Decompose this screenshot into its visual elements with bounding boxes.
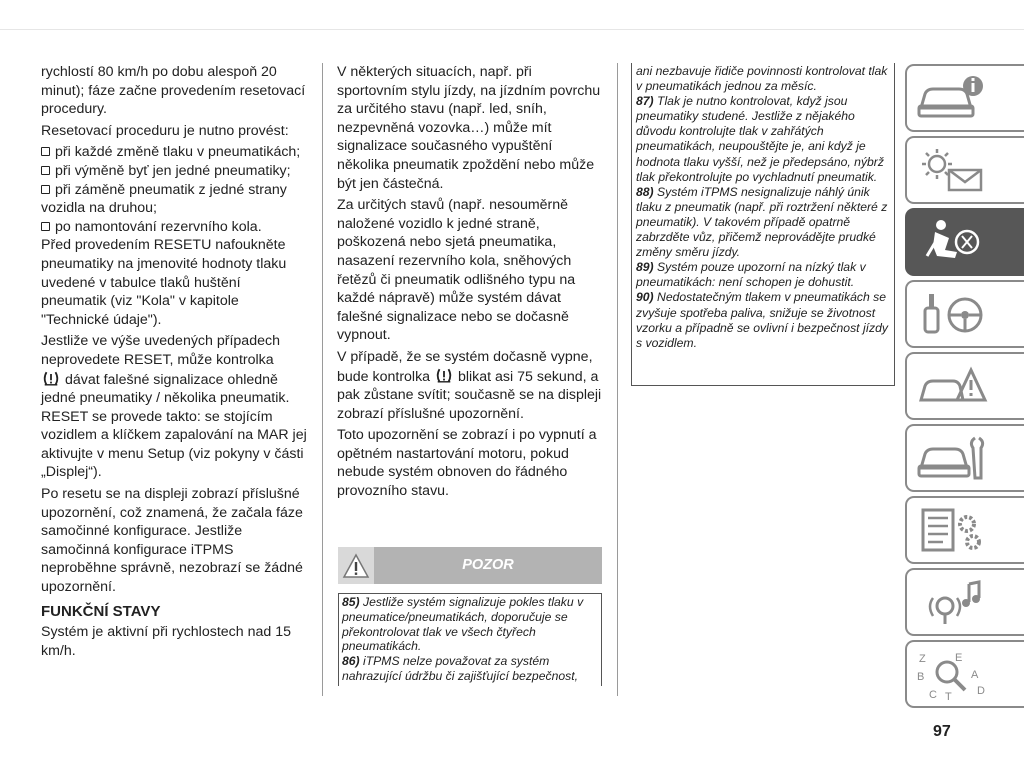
index-letter: T	[945, 691, 952, 702]
warning-bar	[338, 547, 602, 584]
index-letter: D	[977, 685, 985, 697]
key-steering-wheel-icon	[915, 288, 989, 342]
paragraph: V případě, že se systém dočasně vypne, bude kontrolka blikat asi 75 sekund, a pak zůstane svítit; současně se na displeji zobrazí příslušné upozornění.	[337, 348, 602, 422]
checkbox-bullet-icon	[41, 185, 50, 194]
tab-emergency[interactable]	[905, 352, 1024, 420]
warning-notes	[338, 593, 602, 686]
index-letter: Z	[919, 653, 926, 665]
note-90: 90) Nedostatečným tlakem v pneumatikách se zvyšuje spotřeba paliva, snižuje se životnost vzorku a případně se ovlivní i bezpečnost jízdy s vozidlem.	[636, 290, 889, 350]
tpms-warning-icon	[435, 367, 453, 384]
section-heading: FUNKČNÍ STAVY	[41, 602, 161, 620]
car-info-icon	[915, 72, 989, 126]
specifications-gears-icon	[915, 504, 989, 558]
tab-technical-data[interactable]	[905, 496, 1024, 564]
multimedia-icon	[915, 576, 989, 630]
tab-index[interactable]	[905, 640, 1024, 708]
column-2	[337, 63, 602, 504]
column-1	[41, 63, 309, 663]
bullet-item: po namontování rezervního kola.	[41, 218, 309, 237]
checkbox-bullet-icon	[41, 166, 50, 175]
paragraph: V některých situacích, např. při sportovním stylu jízdy, na jízdním povrchu za určitého stavu (např. led, sníh, nezpevněná vozovka…) může mít signalizace současného vypuštění několika pneumatik zpoždění nebo může být jen částečná.	[337, 64, 601, 192]
paragraph: rychlostí 80 km/h po dobu alespoň 20 minut); fáze začne provedením resetovací procedury.	[41, 64, 306, 118]
car-warning-triangle-icon	[915, 360, 989, 414]
tab-car-info[interactable]	[905, 64, 1024, 132]
warning-label: POZOR	[462, 557, 514, 573]
bullet-item: při každé změně tlaku v pneumatikách;	[41, 143, 309, 162]
paragraph: Za určitých stavů (např. nesouměrně naložené vozidlo k jedné straně, poškozená nebo sjetá pneumatika, nasazení rezervního kola, sněhových řetězů či pneumatik odlišného typu na každé nápravě) může systém dávat falešné signalizace nebo se dočasně vypnout.	[337, 197, 576, 344]
note-86-continued: ani nezbavuje řidiče povinnosti kontrolovat tlak v pneumatikách jednou za měsíc.	[636, 64, 888, 94]
checkbox-bullet-icon	[41, 222, 50, 231]
car-wrench-icon	[915, 432, 989, 486]
paragraph: Po resetu se na displeji zobrazí příslušné upozornění, což znamená, že začala fáze samočinné konfigurace. Jestliže samočinná konfigurace iTPMS neproběhne správně, nezobrazí se žádné upozornění.	[41, 486, 303, 596]
note-86: 86) iTPMS nelze považovat za systém nahrazující údržbu či zajišťující bezpečnost,	[342, 654, 578, 683]
index-letter: E	[955, 652, 963, 664]
column-divider	[322, 63, 323, 696]
paragraph: Resetovací proceduru je nutno provést:	[41, 122, 289, 139]
bullet-item: při výměně byť jen jedné pneumatiky;	[41, 162, 309, 181]
warning-triangle-icon	[338, 547, 374, 584]
note-85: 85) Jestliže systém signalizuje pokles tlaku v pneumatice/pneumatikách, doporučuje se překontrolovat tlak ve všech čtyřech pneumatikách.	[342, 595, 584, 654]
index-letter: A	[971, 669, 979, 681]
tab-starting-driving[interactable]	[905, 280, 1024, 348]
safety-airbag-icon	[915, 216, 989, 270]
paragraph: Toto upozornění se zobrazí i po vypnutí a opětném nastartování motoru, pokud nebude systém obnoven do řádného provozního stavu.	[337, 427, 597, 500]
note-88: 88) Systém iTPMS nesignalizuje náhlý únik tlaku z pneumatik (např. při roztržení některé z pneumatik). V takovém případě opatrně zabrzděte vůz, přičemž neprovádějte prudké změny směru jízdy.	[636, 184, 888, 260]
lights-message-icon	[915, 144, 989, 198]
tab-servicing[interactable]	[905, 424, 1024, 492]
column-divider	[617, 63, 618, 696]
column-3	[636, 64, 892, 351]
paragraph: Před provedením RESETU nafoukněte pneumatiky na jmenovité hodnoty tlaku uvedené v tabulce tlaků huštění pneumatik (viz "Kola" v kapitole "Technické údaje").	[41, 237, 287, 328]
page-number: 97	[933, 723, 951, 740]
paragraph: Systém je aktivní při rychlostech nad 15 km/h.	[41, 624, 291, 659]
top-divider	[0, 29, 1024, 30]
checkbox-bullet-icon	[41, 147, 50, 156]
tpms-warning-icon	[42, 370, 60, 387]
note-89: 89) Systém pouze upozorní na nízký tlak v pneumatikách: není schopen je dohustit.	[636, 260, 866, 290]
tab-multimedia[interactable]	[905, 568, 1024, 636]
index-letter: C	[929, 689, 937, 701]
index-search-icon	[915, 648, 989, 702]
index-letter: B	[917, 671, 925, 683]
paragraph: Jestliže ve výše uvedených případech neprovedete RESET, může kontrolka dávat falešné signalizace ohledně jedné pneumatiky / několika pneumatik. RESET se provede takto: se stojícím vozidlem a klíčkem zapalování na MAR jej aktivujte v menu Setup (viz pokyny v části „Displej“).	[41, 333, 307, 481]
bullet-item: při záměně pneumatik z jedné strany vozidla na druhou;	[41, 181, 287, 217]
tab-lights-messages[interactable]	[905, 136, 1024, 204]
tab-safety[interactable]	[905, 208, 1024, 276]
note-87: 87) Tlak je nutno kontrolovat, když jsou pneumatiky studené. Jestliže z nějakého důvodu kontrolujte tlak v zahřátých pneumatikách, neupouštějte je, ani když je hodnota tlaku vyšší, než je předepsáno, nýbrž tlak překontrolujte po vychladnutí pneumatik.	[636, 94, 884, 184]
